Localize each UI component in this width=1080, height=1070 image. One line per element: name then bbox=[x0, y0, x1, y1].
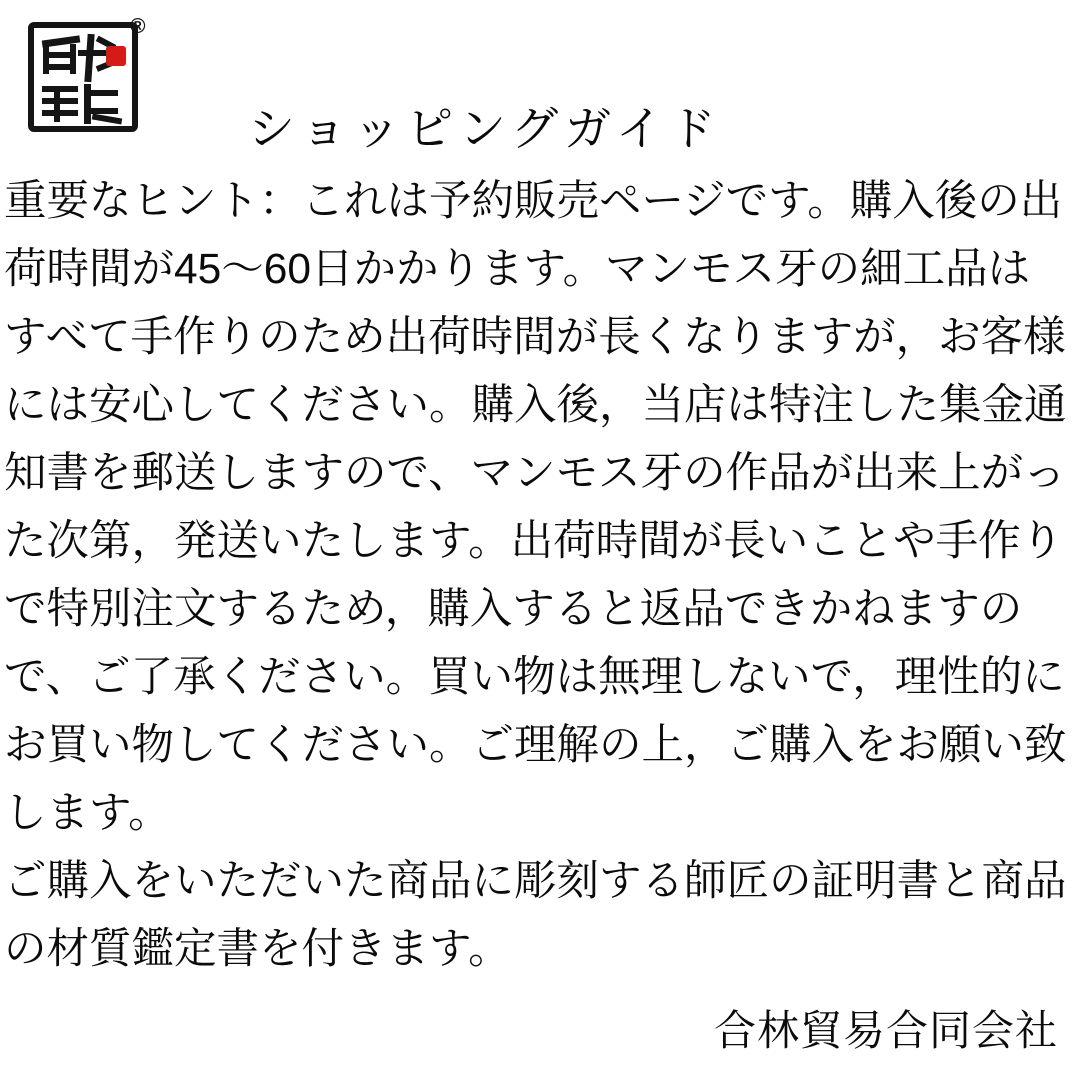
company-name: 合林貿易合同会社 bbox=[713, 1007, 1058, 1054]
guide-paragraph-2: ご購入をいただいた商品に彫刻する師匠の証明書と商品の材質鑑定書を付きます。 bbox=[4, 858, 1067, 973]
seal-icon bbox=[28, 22, 138, 132]
brand-logo bbox=[18, 10, 158, 150]
registered-trademark-icon: ® bbox=[130, 15, 146, 38]
guide-paragraph-1: 重要なヒント：これは予約販売ページです。購入後の出荷時間が45〜60日かかります。マンモス牙の細工品はすべて手作りのため出荷時間が長くなりますが，お客様には安心してください。購入後，当店は特注した集金通知書を郵送しますので、マンモス牙の作品が出来上がった次第，発送いたします。出荷時間が長いことや手作りで特別注文するため，購入すると返品できかねますので、ご了承ください。買い物は無理しないで，理性的にお買い物してください。ご理解の上，ご購入をお願い致します。 bbox=[4, 178, 1067, 837]
guide-body bbox=[0, 168, 1080, 984]
page-title: ショッピングガイド bbox=[248, 102, 722, 155]
document-header bbox=[0, 0, 1080, 175]
red-dot-icon bbox=[106, 46, 126, 66]
